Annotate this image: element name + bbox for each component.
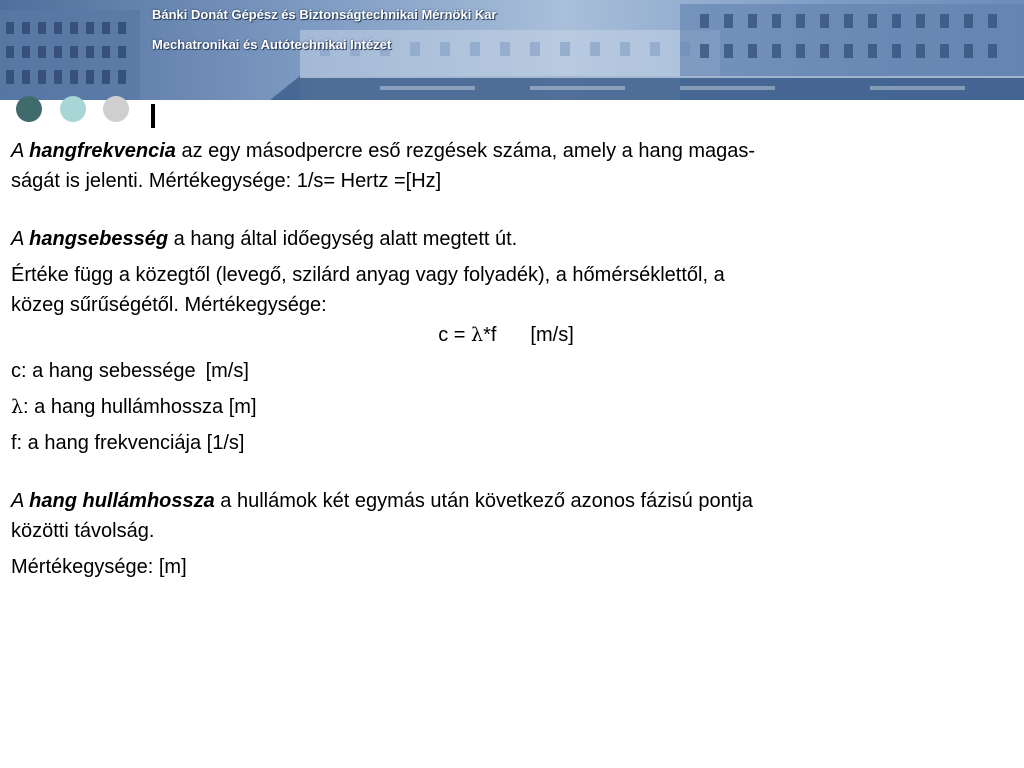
decorative-bullet-light	[60, 96, 86, 122]
paragraph-frequency: A hangfrekvencia az egy másodpercre eső rezgések száma, amely a hang magas- ságát is jelenti. Mértékegysége: 1/s= Hertz =[Hz]	[11, 140, 756, 192]
text-cursor-bar	[151, 104, 155, 128]
definition-c: c: a hang sebessége [m/s]	[11, 360, 249, 382]
term-hangsebesseg: hangsebesség	[29, 228, 169, 250]
lambda-symbol: λ	[471, 324, 484, 346]
header-banner	[0, 0, 1024, 100]
institute-name: Mechatronikai és Autótechnikai Intézet	[152, 37, 392, 52]
formula-speed: c = λ*f [m/s]	[438, 324, 574, 346]
paragraph-speed: A hangsebesség a hang által időegység alatt megtett út.	[11, 228, 518, 250]
term-hang-hullamhossza: hang hullámhossza	[29, 490, 215, 512]
term-hangfrekvencia: hangfrekvencia	[29, 140, 176, 162]
definition-f: f: a hang frekvenciája [1/s]	[11, 432, 245, 454]
slide-body	[11, 136, 1001, 582]
paragraph-wavelength: A hang hullámhossza a hullámok két egymás után következő azonos fázisú pontja közötti távolság.	[11, 490, 753, 542]
paragraph-wavelength-unit: Mértékegysége: [m]	[11, 556, 187, 578]
paragraph-speed-dependency: Értéke függ a közegtől (levegő, szilárd anyag vagy folyadék), a hőmérséklettől, a közeg sűrűségétől. Mértékegysége:	[11, 264, 725, 316]
decorative-bullet-grey	[103, 96, 129, 122]
institution-name: Bánki Donát Gépész és Biztonságtechnikai Mérnöki Kar	[152, 7, 497, 22]
lambda-symbol: λ	[11, 396, 24, 418]
decorative-bullet-dark	[16, 96, 42, 122]
definition-lambda: λ: a hang hullámhossza [m]	[11, 396, 257, 418]
